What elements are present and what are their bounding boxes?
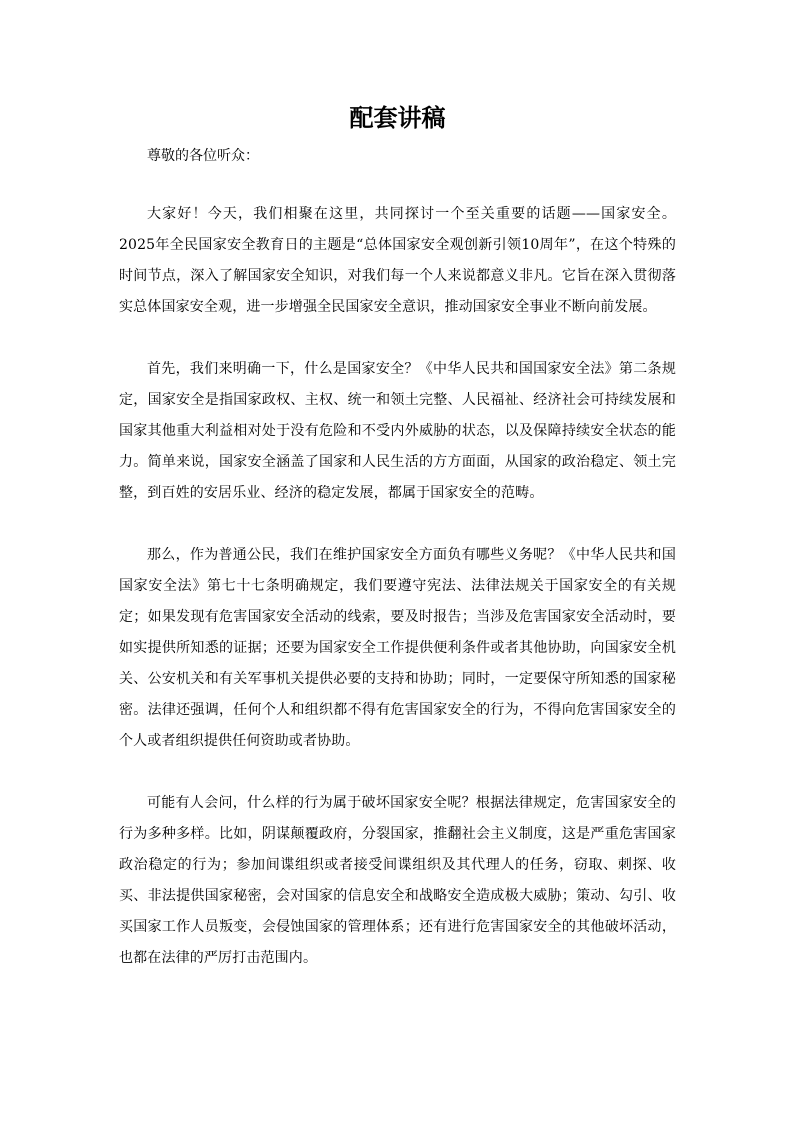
document-title: 配套讲稿 (349, 104, 446, 132)
paragraph-violations: 可能有人会问，什么样的行为属于破坏国家安全呢？根据法律规定，危害国家安全的行为多种多样。比如，阴谋颠覆政府，分裂国家，推翻社会主义制度，这是严重危害国家政治稳定的行为；参加间谍组织或者接受间谍组织及其代理人的任务，窃取、刺探、收买、非法提供国家秘密，会对国家的信息安全和战略安全造成极大威胁；策动、勾引、收买国家工作人员叛变，会侵蚀国家的管理体系；还有进行危害国家安全的其他破坏活动，也都在法律的严厉打击范围内。 (119, 795, 676, 966)
salutation: 尊敬的各位听众： (147, 148, 259, 164)
spacer (119, 757, 676, 788)
paragraph-definition: 首先，我们来明确一下，什么是国家安全？《中华人民共和国国家安全法》第二条规定，国家安全是指国家政权、主权、统一和领土完整、人民福祉、经济社会可持续发展和国家其他重大利益相对处于没有危险和不受内外威胁的状态，以及保障持续安全状态的能力。简单来说，国家安全涵盖了国家和人民生活的方方面面，从国家的政治稳定、领土完整，到百姓的安居乐业、经济的稳定发展，都属于国家安全的范畴。 (119, 361, 676, 501)
spacer (119, 509, 676, 540)
spacer (119, 323, 676, 354)
document-page (119, 98, 676, 974)
paragraph-obligations: 那么，作为普通公民，我们在维护国家安全方面负有哪些义务呢？《中华人民共和国国家安全法》第七十七条明确规定，我们要遵守宪法、法律法规关于国家安全的有关规定；如果发现有危害国家安全活动的线索，要及时报告；当涉及危害国家安全活动时，要如实提供所知悉的证据；还要为国家安全工作提供便利条件或者其他协助，向国家安全机关、公安机关和有关军事机关提供必要的支持和协助；同时，一定要保守所知悉的国家秘密。法律还强调，任何个人和组织都不得有危害国家安全的行为，不得向危害国家安全的个人或者组织提供任何资助或者协助。 (119, 547, 676, 749)
paragraph-intro: 大家好！今天，我们相聚在这里，共同探讨一个至关重要的话题——国家安全。2025年全民国家安全教育日的主题是“总体国家安全观创新引领10周年”，在这个特殊的时间节点，深入了解国家安全知识，对我们每一个人来说都意义非凡。它旨在深入贯彻落实总体国家安全观，进一步增强全民国家安全意识，推动国家安全事业不断向前发展。 (119, 206, 676, 315)
spacer (119, 168, 676, 199)
